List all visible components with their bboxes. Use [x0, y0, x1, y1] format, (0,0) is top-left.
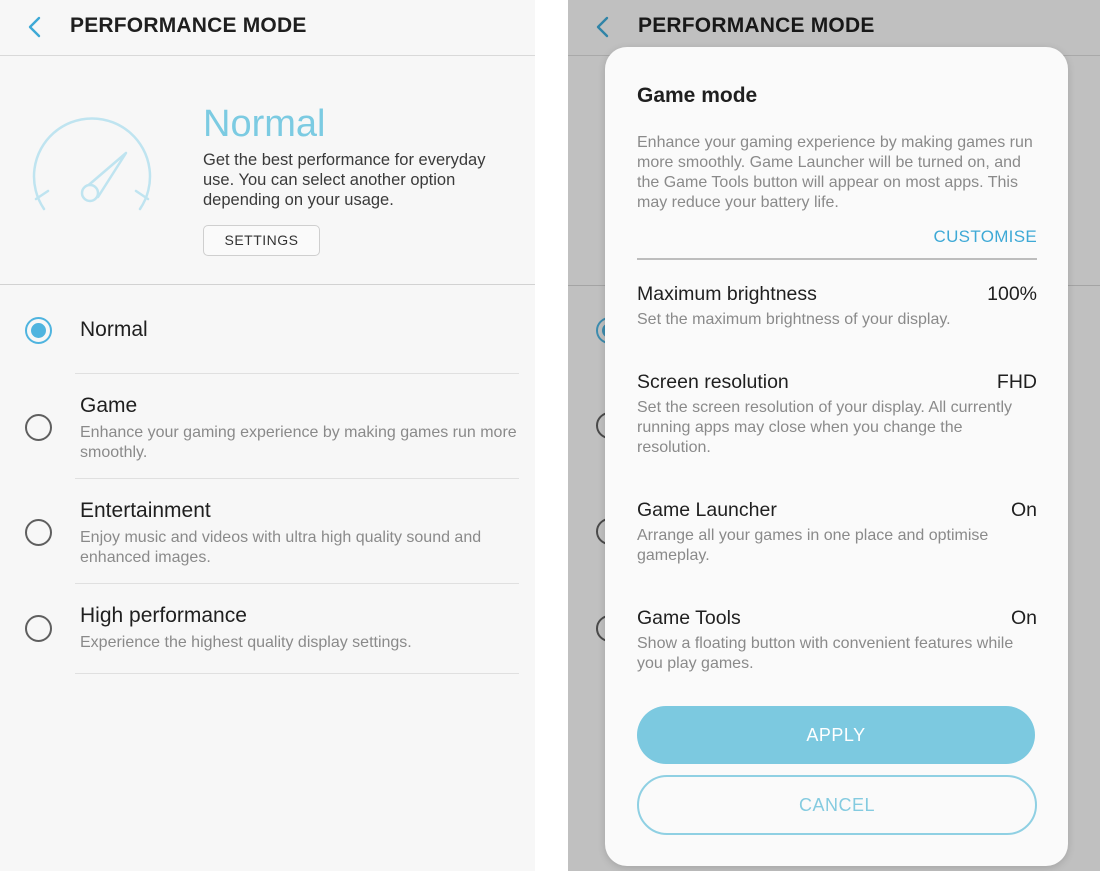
speedometer-icon — [28, 117, 156, 213]
setting-maximum-brightness[interactable] — [637, 283, 1037, 343]
option-description: Enjoy music and videos with ultra high quality sound and enhanced images. — [80, 529, 482, 566]
performance-mode-screen-dialog — [568, 0, 1100, 871]
setting-game-tools[interactable] — [637, 607, 1037, 677]
cancel-button[interactable]: CANCEL — [637, 775, 1037, 835]
setting-title: Game Tools — [637, 607, 741, 629]
setting-value: 100% — [987, 283, 1037, 305]
apply-button[interactable]: APPLY — [637, 706, 1035, 764]
setting-game-launcher[interactable] — [637, 499, 1037, 569]
page-title: PERFORMANCE MODE — [638, 14, 875, 37]
game-mode-dialog — [605, 47, 1068, 866]
option-title: High performance — [80, 604, 247, 627]
dialog-description: Enhance your gaming experience by making games run more smoothly. Game Launcher will be turned on, and the Game Tools button will appear on most apps. This may reduce your battery life. — [637, 134, 1033, 211]
option-title: Game — [80, 394, 138, 417]
app-bar — [0, 0, 535, 56]
performance-mode-screen — [0, 0, 535, 871]
chevron-left-icon — [22, 12, 50, 42]
setting-title: Maximum brightness — [637, 283, 817, 305]
option-description: Enhance your gaming experience by making games run more smoothly. — [80, 424, 517, 461]
setting-description: Arrange all your games in one place and optimise gameplay. — [637, 527, 989, 564]
option-game[interactable] — [0, 374, 535, 479]
setting-value: On — [1010, 499, 1037, 521]
current-mode-title: Normal — [203, 103, 326, 145]
setting-description: Show a floating button with convenient features while you play games. — [637, 635, 1014, 672]
setting-description: Set the maximum brightness of your display. — [637, 311, 951, 328]
option-normal[interactable] — [0, 286, 535, 374]
settings-button[interactable]: SETTINGS — [203, 225, 320, 256]
setting-value: FHD — [996, 371, 1037, 393]
setting-title: Screen resolution — [637, 371, 789, 393]
divider — [637, 258, 1037, 260]
option-title: Entertainment — [80, 499, 211, 522]
divider — [75, 673, 519, 674]
current-mode-description: Get the best performance for everyday use. You can select another option depending on your usage. — [203, 151, 486, 209]
radio-button-selected[interactable] — [25, 317, 52, 344]
radio-button[interactable] — [25, 519, 52, 546]
back-button[interactable] — [22, 12, 50, 42]
radio-button[interactable] — [25, 615, 52, 642]
setting-screen-resolution[interactable] — [637, 371, 1037, 461]
option-entertainment[interactable] — [0, 479, 535, 584]
setting-description: Set the screen resolution of your display. All currently running apps may close when you change the resolution. — [637, 399, 1012, 456]
option-description: Experience the highest quality display settings. — [80, 634, 412, 651]
dialog-title: Game mode — [637, 84, 758, 107]
customise-button[interactable]: CUSTOMISE — [933, 227, 1037, 246]
option-high-performance[interactable] — [0, 584, 535, 674]
setting-value: On — [1010, 607, 1037, 629]
radio-button[interactable] — [25, 414, 52, 441]
option-title: Normal — [80, 318, 148, 341]
current-mode-panel — [0, 57, 535, 285]
page-title: PERFORMANCE MODE — [70, 14, 307, 37]
setting-title: Game Launcher — [637, 499, 777, 521]
